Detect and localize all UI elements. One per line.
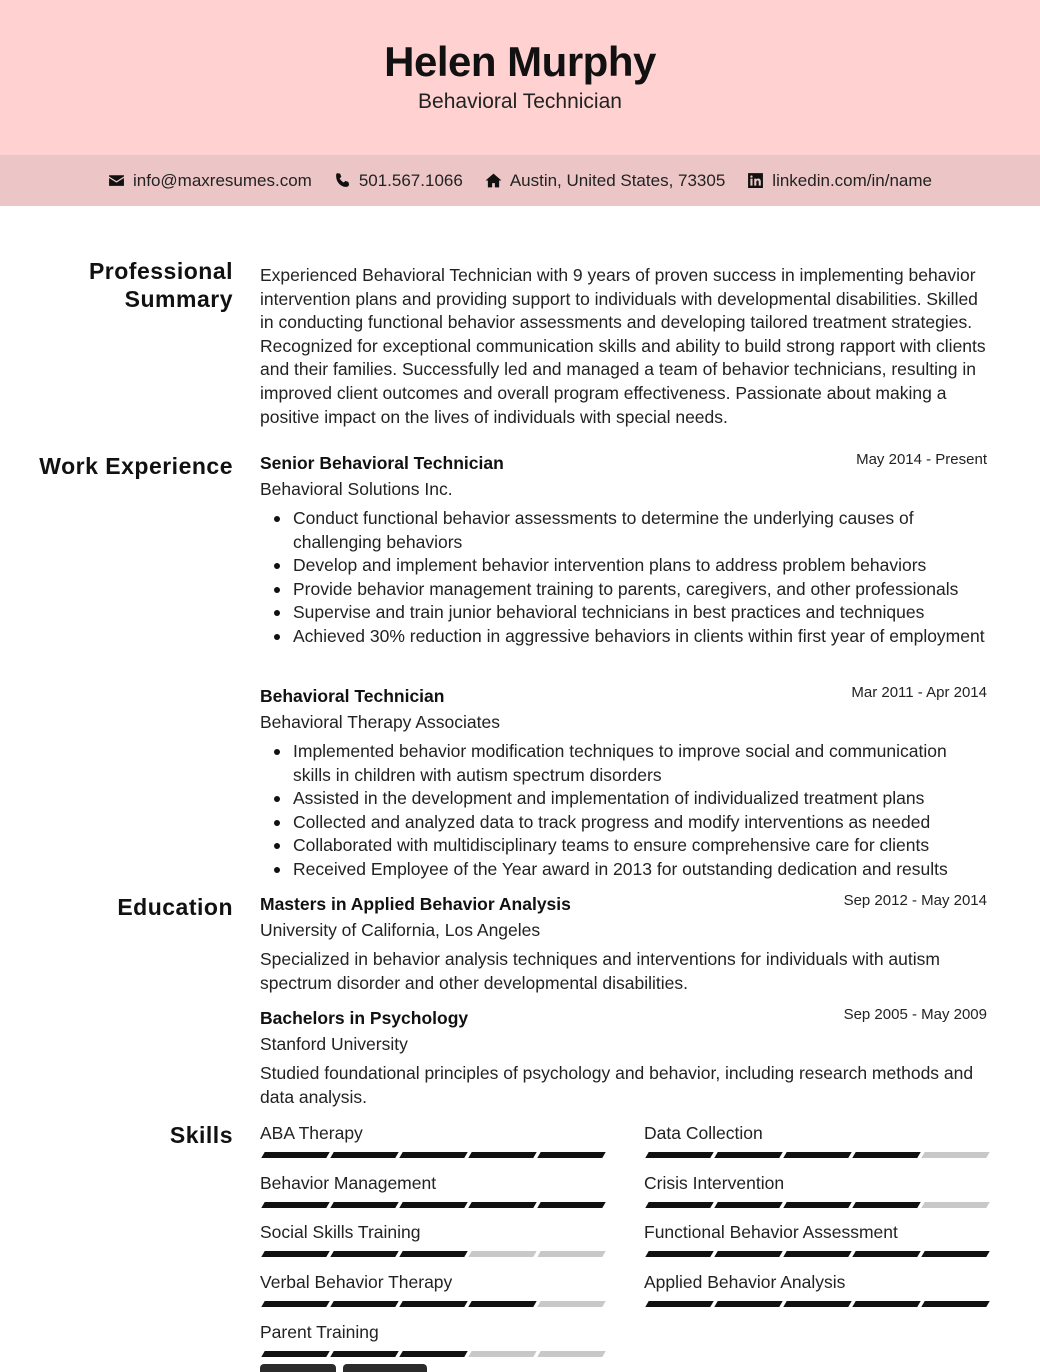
- skill-segment-filled: [399, 1202, 467, 1208]
- language-badge: [343, 1364, 427, 1372]
- skill-segment-filled: [261, 1351, 329, 1357]
- skill-segment-filled: [399, 1251, 467, 1257]
- skill-segment-filled: [468, 1202, 536, 1208]
- summary-text: Experienced Behavioral Technician with 9 years of proven success in implementing behavior intervention plans and providing support to individuals with developmental disabilities. Skilled in conducting functional behavior assessments and developing tailored treatment strategies. Recognized for exceptional communication skills and ability to build strong rapport with clients and their families. Successfully led and managed a team of behavior technicians, resulting in improved client outcomes and overall program effectiveness. Passionate about making a positive impact on the lives of individuals with special needs.: [260, 265, 986, 427]
- section-title-skills: Skills: [169, 1122, 233, 1148]
- degree-description: Studied foundational principles of psychology and behavior, including research methods and data analysis.: [260, 1063, 974, 1107]
- job-bullets: [260, 507, 987, 649]
- skill-item: [644, 1122, 987, 1144]
- skill-item: [260, 1172, 603, 1194]
- skill-name: Data Collection: [644, 1123, 763, 1143]
- skill-segment-filled: [261, 1301, 329, 1307]
- skill-segment-filled: [645, 1152, 713, 1158]
- skill-rating-bar: [260, 1202, 603, 1208]
- skill-segment-filled: [783, 1251, 851, 1257]
- address-text: Austin, United States, 73305: [509, 170, 726, 190]
- list-item: Achieved 30% reduction in aggressive behaviors in clients within first year of employment: [260, 625, 987, 649]
- education-entry: [260, 894, 987, 995]
- skill-segment-filled: [852, 1251, 920, 1257]
- skill-segment-filled: [399, 1301, 467, 1307]
- list-item: Collaborated with multidisciplinary teams to ensure comprehensive care for clients: [260, 834, 987, 858]
- skill-segment-filled: [537, 1202, 605, 1208]
- skill-segment-filled: [468, 1301, 536, 1307]
- skill-name: Behavior Management: [260, 1173, 437, 1193]
- job-dates: May 2014 - Present: [856, 451, 987, 468]
- skill-rating-bar: [644, 1301, 987, 1307]
- skill-item: [260, 1122, 603, 1144]
- skill-segment-filled: [714, 1301, 782, 1307]
- skill-segment-empty: [537, 1251, 605, 1257]
- skill-item: [644, 1221, 987, 1243]
- skill-segment-empty: [468, 1351, 536, 1357]
- language-badge: [260, 1364, 336, 1372]
- skill-name: Applied Behavior Analysis: [644, 1272, 846, 1292]
- skill-segment-filled: [399, 1351, 467, 1357]
- skill-segment-filled: [783, 1301, 851, 1307]
- degree-dates: Sep 2012 - May 2014: [843, 892, 987, 909]
- list-item: Provide behavior management training to parents, caregivers, and other professionals: [260, 578, 987, 602]
- degree-title: Bachelors in Psychology: [260, 1008, 469, 1028]
- skill-name: ABA Therapy: [260, 1123, 363, 1143]
- skill-segment-filled: [921, 1251, 989, 1257]
- skill-segment-filled: [645, 1301, 713, 1307]
- skill-item: [260, 1221, 603, 1243]
- linkedin-icon: [747, 172, 764, 189]
- skill-segment-empty: [537, 1351, 605, 1357]
- list-item: Develop and implement behavior intervention plans to address problem behaviors: [260, 554, 987, 578]
- skill-segment-filled: [783, 1152, 851, 1158]
- skill-item: [644, 1172, 987, 1194]
- skill-segment-filled: [783, 1202, 851, 1208]
- section-title-education: Education: [117, 894, 233, 920]
- skill-name: Functional Behavior Assessment: [644, 1222, 898, 1242]
- skill-segment-filled: [330, 1301, 398, 1307]
- skill-segment-empty: [468, 1251, 536, 1257]
- list-item: Collected and analyzed data to track progress and modify interventions as needed: [260, 811, 987, 835]
- skill-rating-bar: [260, 1301, 603, 1307]
- skill-segment-filled: [330, 1251, 398, 1257]
- skill-name: Social Skills Training: [260, 1222, 421, 1242]
- home-icon: [485, 172, 502, 189]
- skill-segment-filled: [537, 1152, 605, 1158]
- skill-segment-filled: [645, 1251, 713, 1257]
- skill-segment-filled: [330, 1202, 398, 1208]
- skill-segment-filled: [921, 1301, 989, 1307]
- candidate-role: Behavioral Technician: [418, 90, 622, 113]
- skill-rating-bar: [644, 1202, 987, 1208]
- skill-item: [260, 1271, 603, 1293]
- skill-segment-filled: [852, 1301, 920, 1307]
- list-item: Received Employee of the Year award in 2013 for outstanding dedication and results: [260, 858, 987, 882]
- skill-segment-filled: [468, 1152, 536, 1158]
- school-name: Stanford University: [260, 1034, 408, 1054]
- phone-text: 501.567.1066: [358, 170, 463, 190]
- skill-rating-bar: [260, 1152, 603, 1158]
- list-item: Assisted in the development and implementation of individualized treatment plans: [260, 787, 987, 811]
- job-company: Behavioral Solutions Inc.: [260, 479, 453, 499]
- skill-segment-filled: [399, 1152, 467, 1158]
- skill-item: [260, 1321, 603, 1343]
- contact-phone[interactable]: [334, 171, 463, 191]
- resume-header: [0, 0, 1040, 155]
- candidate-name: Helen Murphy: [384, 38, 656, 85]
- degree-description: Specialized in behavior analysis techniques and interventions for individuals with autism spectrum disorder and other developmental disabilities.: [260, 949, 940, 993]
- job-title: Behavioral Technician: [260, 686, 445, 706]
- list-item: Implemented behavior modification techniques to improve social and communication skills in children with autism spectrum disorders: [260, 740, 987, 787]
- degree-title: Masters in Applied Behavior Analysis: [260, 894, 571, 914]
- job-bullets: [260, 740, 987, 882]
- job-entry: [260, 453, 987, 649]
- education-entry: [260, 1008, 987, 1109]
- skill-segment-empty: [921, 1202, 989, 1208]
- phone-icon: [334, 172, 351, 189]
- skill-segment-filled: [330, 1351, 398, 1357]
- contact-email[interactable]: [108, 171, 312, 191]
- job-entry: [260, 686, 987, 882]
- email-text: info@maxresumes.com: [133, 170, 312, 190]
- degree-dates: Sep 2005 - May 2009: [843, 1006, 987, 1023]
- skill-segment-filled: [261, 1251, 329, 1257]
- list-item: Conduct functional behavior assessments to determine the underlying causes of challenging behaviors: [260, 507, 987, 554]
- contact-address: [485, 171, 725, 191]
- skill-item: [644, 1271, 987, 1293]
- skill-segment-filled: [330, 1152, 398, 1158]
- school-name: University of California, Los Angeles: [260, 920, 541, 940]
- summary-content: [260, 264, 987, 429]
- contact-bar: [0, 155, 1040, 206]
- section-title-summary: Professional Summary: [88, 258, 233, 312]
- section-title-experience: Work Experience: [39, 453, 233, 479]
- contact-linkedin[interactable]: [747, 171, 932, 191]
- skill-rating-bar: [260, 1251, 603, 1257]
- job-title: Senior Behavioral Technician: [260, 453, 504, 473]
- skill-segment-filled: [852, 1152, 920, 1158]
- linkedin-text: linkedin.com/in/name: [772, 170, 932, 190]
- skill-name: Crisis Intervention: [644, 1173, 785, 1193]
- skill-name: Parent Training: [260, 1322, 379, 1342]
- skill-rating-bar: [644, 1251, 987, 1257]
- skill-segment-empty: [921, 1152, 989, 1158]
- skill-segment-filled: [714, 1251, 782, 1257]
- skill-segment-empty: [537, 1301, 605, 1307]
- skill-segment-filled: [714, 1202, 782, 1208]
- skill-name: Verbal Behavior Therapy: [260, 1272, 453, 1292]
- skill-segment-filled: [261, 1152, 329, 1158]
- skill-rating-bar: [260, 1351, 603, 1357]
- skill-segment-filled: [261, 1202, 329, 1208]
- skill-segment-filled: [714, 1152, 782, 1158]
- list-item: Supervise and train junior behavioral technicians in best practices and techniques: [260, 601, 987, 625]
- skill-segment-filled: [852, 1202, 920, 1208]
- envelope-icon: [108, 172, 125, 189]
- job-company: Behavioral Therapy Associates: [260, 712, 500, 732]
- skill-rating-bar: [644, 1152, 987, 1158]
- skill-segment-filled: [645, 1202, 713, 1208]
- job-dates: Mar 2011 - Apr 2014: [851, 684, 987, 701]
